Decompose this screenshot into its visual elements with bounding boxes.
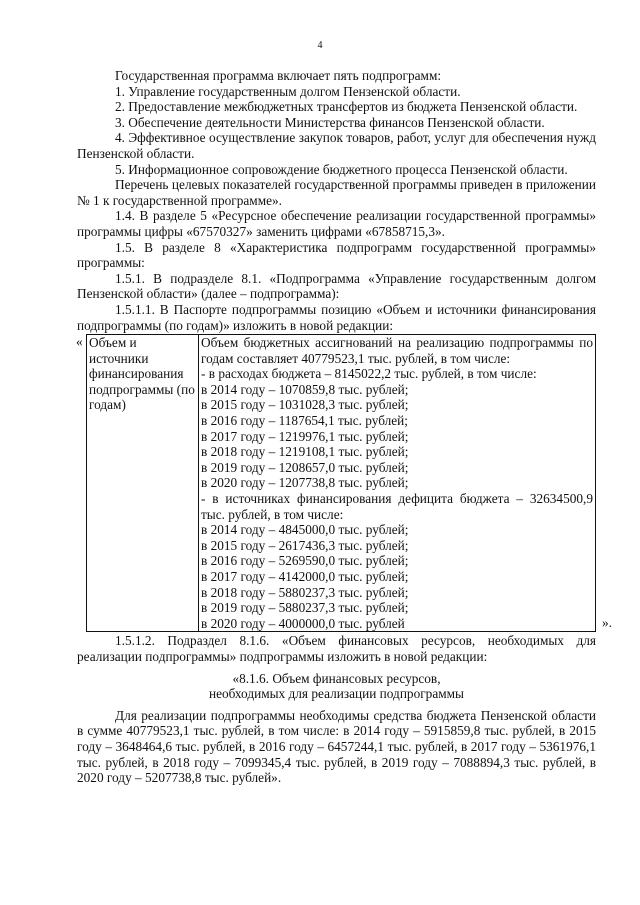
table-line: в 2019 году – 1208657,0 тыс. рублей; — [201, 459, 409, 475]
paragraph: Перечень целевых показателей государственной программы приведен в приложении № 1 к государственной программе». — [77, 177, 596, 208]
table-line: - в источниках финансирования дефицита бюджета – 32634500,9 тыс. рублей, в том числе: — [201, 491, 593, 522]
table-line: в 2020 году – 1207738,8 тыс. рублей; — [201, 475, 409, 491]
paragraph: 1.5.1. В подразделе 8.1. «Подпрограмма «Управление государственным долгом Пензенской области» (далее – подпрограмма): — [77, 270, 596, 302]
table-line: в 2018 году – 5880237,3 тыс. рублей; — [201, 584, 409, 600]
table-line: в 2016 году – 1187654,1 тыс. рублей; — [201, 413, 408, 429]
paragraph-after-table: 1.5.1.2. Подраздел 8.1.6. «Объем финансовых ресурсов, необходимых для реализации подпрограммы» подпрограммы изложить в новой редакции: — [77, 633, 596, 664]
document-body — [76, 68, 612, 786]
table-line: в 2014 году – 4845000,0 тыс. рублей; — [201, 522, 409, 538]
paragraph: 5. Информационное сопровождение бюджетного процесса Пензенской области. — [115, 161, 568, 177]
table-line: в 2019 году – 5880237,3 тыс. рублей; — [201, 600, 409, 616]
table-line: в 2015 году – 2617436,3 тыс. рублей; — [201, 537, 409, 553]
paragraph: 4. Эффективное осуществление закупок товаров, работ, услуг для обеспечения нужд Пензенской области. — [77, 130, 596, 161]
table-right-cell — [199, 335, 596, 632]
table-open-quote: « — [76, 334, 83, 350]
table-line: в 2016 году – 5269590,0 тыс. рублей; — [201, 553, 409, 569]
table-row — [87, 335, 596, 632]
table-line: в 2014 году – 1070859,8 тыс. рублей; — [201, 381, 409, 397]
section-heading-line1: «8.1.6. Объем финансовых ресурсов, — [232, 670, 441, 686]
financing-table — [86, 334, 596, 632]
page-number: 4 — [317, 40, 323, 51]
table-line: в 2018 году – 1219108,1 тыс. рублей; — [201, 444, 409, 460]
paragraph: 3. Обеспечение деятельности Министерства финансов Пензенской области. — [115, 114, 545, 130]
paragraph: 1. Управление государственным долгом Пензенской области. — [115, 83, 461, 99]
table-line: в 2017 году – 1219976,1 тыс. рублей; — [201, 428, 409, 444]
section-heading-line2: необходимых для реализации подпрограммы — [208, 686, 464, 702]
table-line: в 2020 году – 4000000,0 тыс. рублей — [201, 615, 405, 631]
paragraph: Государственная программа включает пять подпрограмм: — [115, 68, 442, 83]
paragraph: 1.5. В разделе 8 «Характеристика подпрограмм государственной программы» программы: — [77, 239, 596, 271]
paragraph: 1.5.1.1. В Паспорте подпрограммы позицию «Объем и источники финансирования подпрограммы (по годам)» изложить в новой редакции: — [77, 301, 596, 333]
paragraph: 1.4. В разделе 5 «Ресурсное обеспечение реализации государственной программы» программы цифры «67570327» заменить цифрами «67858715,3». — [77, 208, 596, 239]
table-line: - в расходах бюджета – 8145022,2 тыс. рублей, в том числе: — [201, 366, 537, 382]
intro-paragraphs — [77, 68, 596, 333]
paragraph: 2. Предоставление межбюджетных трансфертов из бюджета Пензенской области. — [115, 99, 578, 115]
financing-table-block — [76, 334, 612, 632]
table-close-quote: ». — [602, 614, 612, 630]
table-left-cell: Объем и источники финансирования подпрограммы (по годам) — [87, 335, 199, 632]
final-paragraph: Для реализации подпрограммы необходимы средства бюджета Пензенской области в сумме 40779523,1 тыс. рублей, в том числе: в 2014 году – 5915859,8 тыс. рублей, в 2015 году – 3648464,6 тыс. рублей, в 2016 году – 6457244,1 тыс. рублей, в 2017 году – 5361976,1 тыс. рублей, в 2018 году – 7099345,4 тыс. рублей, в 2019 году – 7088894,3 тыс. рублей, в 2020 году – 5207738,8 тыс. рублей». — [77, 707, 596, 786]
table-line: в 2015 году – 1031028,3 тыс. рублей; — [201, 397, 409, 413]
table-line: Объем бюджетных ассигнований на реализацию подпрограммы по годам составляет 40779523,1 тыс. рублей, в том числе: — [201, 335, 593, 366]
table-line: в 2017 году – 4142000,0 тыс. рублей; — [201, 569, 409, 584]
